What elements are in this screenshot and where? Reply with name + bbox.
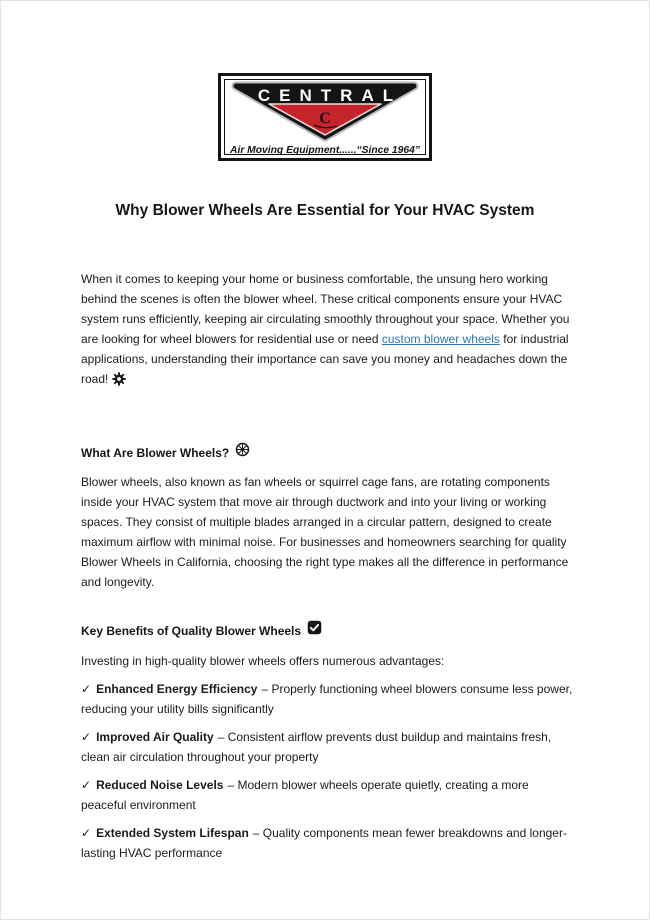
benefits-lead-in: Investing in high-quality blower wheels offers numerous advantages:	[81, 654, 445, 668]
intro-text-after: for industrial applications, understanding their importance can save you money and headaches down the road!	[81, 332, 569, 386]
benefit-title: Reduced Noise Levels	[96, 778, 224, 792]
benefit-item-air-quality	[81, 727, 573, 767]
intro-paragraph	[81, 269, 573, 392]
benefit-item-energy-efficiency	[81, 679, 573, 719]
checkbox-icon	[307, 620, 322, 641]
benefit-text: – Modern blower wheels operate quietly, creating a more peaceful environment	[81, 778, 529, 812]
check-mark-icon: ✓	[81, 682, 92, 696]
benefit-text: – Consistent airflow prevents dust buildup and maintains fresh, clean air circulation throughout your property	[81, 730, 552, 764]
section-heading-key-benefits	[81, 620, 573, 641]
check-mark-icon: ✓	[81, 826, 92, 840]
custom-blower-wheels-link[interactable]: custom blower wheels	[381, 332, 500, 346]
wheel-icon	[235, 442, 250, 463]
benefit-title: Extended System Lifespan	[96, 826, 249, 840]
logo-tagline: Air Moving Equipment......“Since 1964”	[230, 145, 420, 156]
check-mark-icon: ✓	[81, 778, 92, 792]
central-logo-icon	[218, 73, 432, 161]
benefit-text: – Quality components mean fewer breakdowns and longer-lasting HVAC performance	[81, 826, 567, 860]
logo-brand-text: CENTRAL	[257, 86, 403, 105]
page-title: Why Blower Wheels Are Essential for Your HVAC System	[115, 202, 535, 219]
logo-monogram: C	[319, 110, 331, 127]
benefit-item-system-lifespan	[81, 823, 573, 863]
logo	[1, 73, 649, 161]
check-mark-icon: ✓	[81, 730, 92, 744]
gear-icon	[112, 372, 126, 392]
benefit-item-noise-levels	[81, 775, 573, 815]
section-heading-what-are-blower-wheels	[81, 442, 573, 463]
benefit-title: Enhanced Energy Efficiency	[96, 682, 258, 696]
intro-text-before: When it comes to keeping your home or business comfortable, the unsung hero working behind the scenes is often the blower wheel. These critical components ensure your HVAC system runs efficiently, keeping air circulating smoothly throughout your space. Whether you are looking for wheel blowers for residential use or need	[81, 272, 570, 346]
section-heading-text: What Are Blower Wheels?	[81, 445, 230, 460]
section-body-what-are-blower-wheels: Blower wheels, also known as fan wheels or squirrel cage fans, are rotating components inside your HVAC system that move air through ductwork and into your living or working spaces. They consist of multiple blades arranged in a circular pattern, designed to create maximum airflow with minimal noise. For businesses and homeowners searching for quality Blower Wheels in California, choosing the right type makes all the difference in performance and longevity.	[81, 475, 569, 589]
benefit-title: Improved Air Quality	[96, 730, 214, 744]
benefit-text: – Properly functioning wheel blowers consume less power, reducing your utility bills significantly	[81, 682, 573, 716]
section-heading-text: Key Benefits of Quality Blower Wheels	[81, 623, 302, 638]
